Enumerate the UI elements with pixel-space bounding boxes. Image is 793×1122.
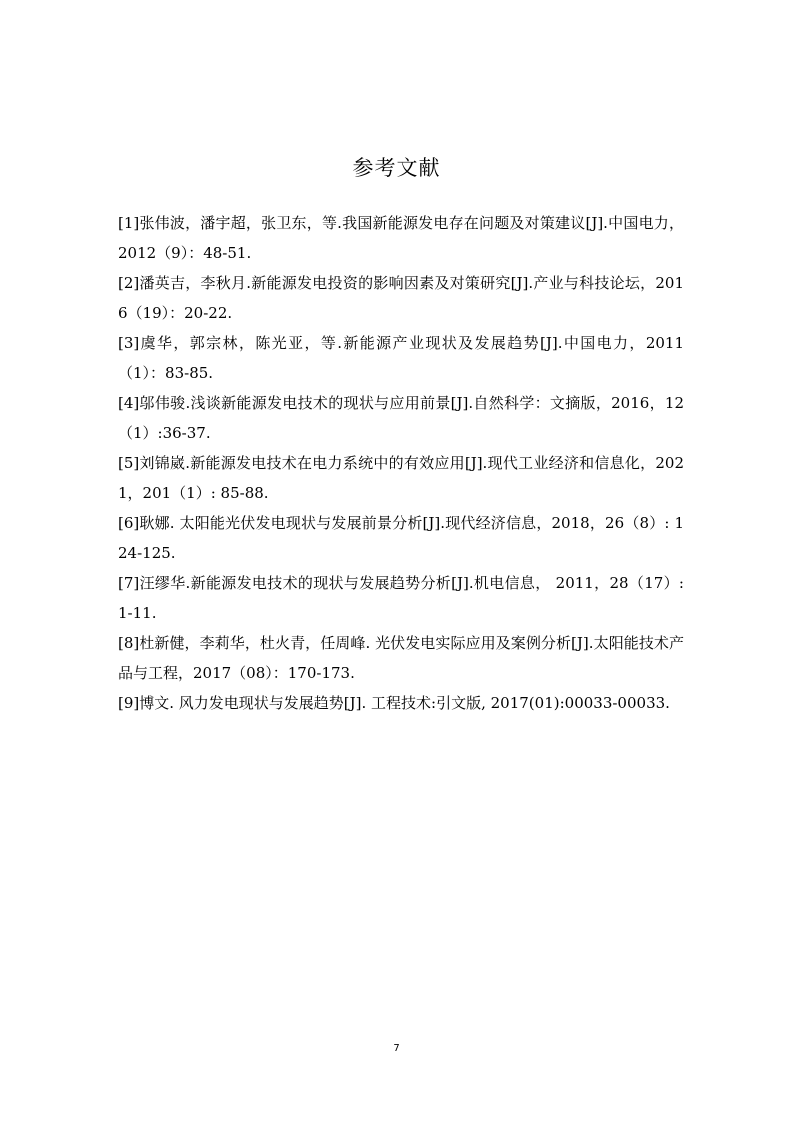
- reference-item-4: [4]邬伟骏.浅谈新能源发电技术的现状与应用前景[J].自然科学：文摘版，2016，12（1）:36-37.: [118, 394, 684, 442]
- reference-item-6: [6]耿娜. 太阳能光伏发电现状与发展前景分析[J].现代经济信息，2018，26（8）: 124-125.: [118, 514, 684, 562]
- reference-item-7: [7]汪缪华.新能源发电技术的现状与发展趋势分析[J].机电信息， 2011，28（17）: 1-11.: [118, 574, 684, 622]
- reference-list: [118, 208, 684, 718]
- reference-item-5: [5]刘锦崴.新能源发电技术在电力系统中的有效应用[J].现代工业经济和信息化，2021，201（1）: 85-88.: [118, 454, 684, 502]
- reference-item-3: [3]虞华，郭宗林，陈光亚，等.新能源产业现状及发展趋势[J].中国电力，2011（1）：83-85.: [118, 334, 684, 382]
- reference-item-1: [1]张伟波，潘宇超，张卫东，等.我国新能源发电存在问题及对策建议[J].中国电力，2012（9）：48-51.: [118, 214, 684, 262]
- page-number: 7: [393, 1043, 400, 1054]
- reference-item-2: [2]潘英吉，李秋月.新能源发电投资的影响因素及对策研究[J].产业与科技论坛，2016（19）：20-22.: [118, 274, 684, 322]
- reference-item-8: [8]杜新健，李莉华，杜火青，任周峰. 光伏发电实际应用及案例分析[J].太阳能技术产品与工程，2017（08）：170-173.: [118, 634, 684, 682]
- page-title: 参考文献: [352, 156, 441, 180]
- reference-item-9: [9]博文. 风力发电现状与发展趋势[J]. 工程技术:引文版, 2017(01):00033-00033.: [118, 694, 670, 712]
